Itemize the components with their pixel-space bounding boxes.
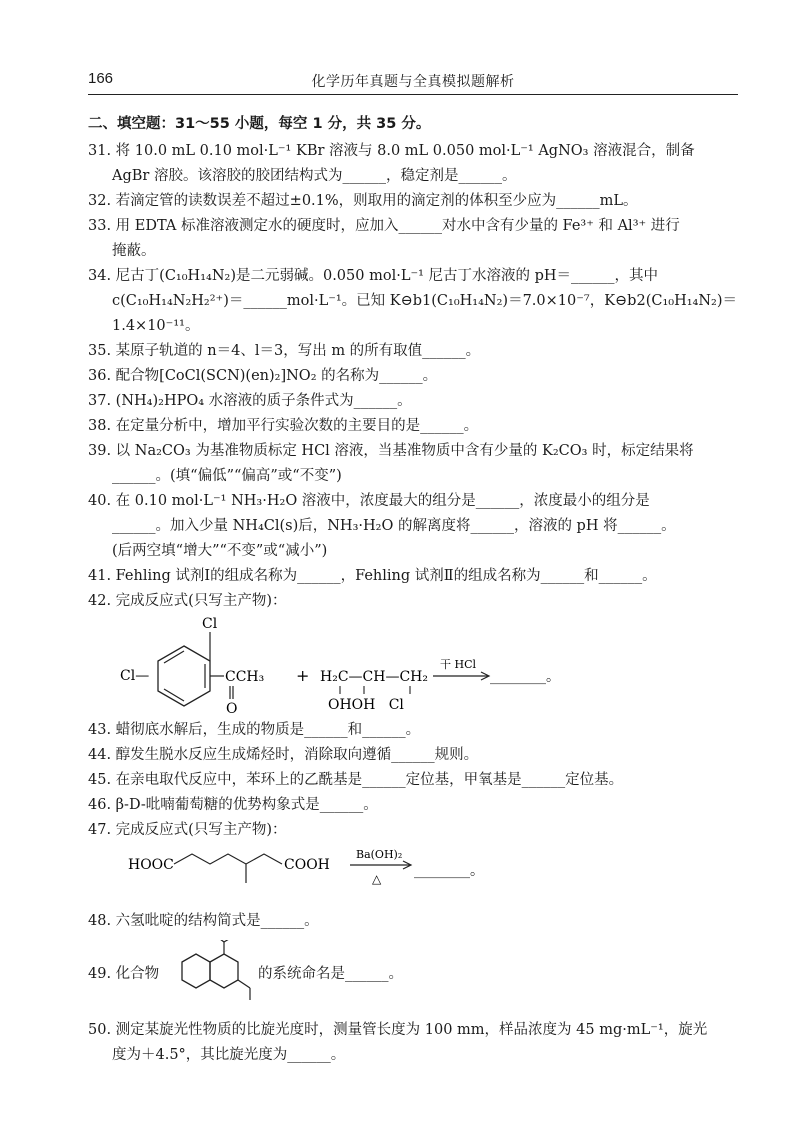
condition-dry-hcl: 干 HCl	[440, 658, 477, 671]
left-carboxyl: HOOC	[128, 857, 174, 873]
reagent-substituents: OHOH Cl	[328, 697, 404, 713]
question-38: 38. 在定量分析中，增加平行实验次数的主要目的是______。	[88, 418, 479, 434]
question-33: 33. 用 EDTA 标准溶液测定水的硬度时，应加入______对水中含有少量的 Fe³⁺ 和 Al³⁺ 进行 掩蔽。	[88, 218, 680, 259]
right-carboxyl: COOH	[284, 857, 330, 873]
question-31: 31. 将 10.0 mL 0.10 mol·L⁻¹ KBr 溶液与 8.0 mL 0.050 mol·L⁻¹ AgNO₃ 溶液混合，制备 AgBr 溶胶。该溶胶的胶团结构式为______，稳定剂是______。	[88, 143, 695, 184]
book-title: 化学历年真题与全真模拟题解析	[311, 74, 515, 90]
product-blank-47: ________。	[414, 863, 484, 879]
question-43: 43. 蜡彻底水解后，生成的物质是______和______。	[88, 722, 421, 738]
q49-suffix: 的系统命名是______。	[258, 966, 403, 982]
page-header	[88, 58, 738, 95]
acyl-group: CCH₃	[225, 669, 265, 685]
carbonyl-oxygen: O	[226, 701, 238, 714]
question-50: 50. 测定某旋光性物质的比旋光度时，测量管长度为 100 mm，样品浓度为 45 mg·mL⁻¹，旋光 度为＋4.5°，其比旋光度为______。	[88, 1022, 708, 1063]
reaction-47-scheme	[88, 843, 743, 899]
question-49	[88, 940, 743, 1004]
question-46: 46. β-D-吡喃葡萄糖的优势构象式是______。	[88, 797, 378, 813]
glycerol-reagent: H₂C—CH—CH₂	[320, 669, 428, 685]
question-39: 39. 以 Na₂CO₃ 为基准物质标定 HCl 溶液，当基准物质中含有少量的 K₂CO₃ 时，标定结果将 ______。(填“偏低”“偏高”或“不变”)	[88, 443, 694, 484]
decalin-structure	[172, 940, 262, 1004]
q49-prefix: 49. 化合物	[88, 966, 160, 982]
question-40: 40. 在 0.10 mol·L⁻¹ NH₃·H₂O 溶液中，浓度最大的组分是______，浓度最小的组分是 ______。加入少量 NH₄Cl(s)后，NH₃·H₂O 的解离度将______，溶液的 pH 将______。 (后两空填“增大”“不变”或“减小”)	[88, 493, 676, 559]
question-48: 48. 六氢吡啶的结构简式是______。	[88, 913, 319, 929]
product-blank: ________。	[490, 669, 560, 685]
page-number: 166	[88, 70, 114, 87]
section-title: 二、填空题：31～55 小题，每空 1 分，共 35 分。	[88, 116, 431, 132]
question-45: 45. 在亲电取代反应中，苯环上的乙酰基是______定位基，甲氧基是______定位基。	[88, 772, 624, 788]
benzene-ring	[158, 646, 210, 706]
question-32: 32. 若滴定管的读数误差不超过±0.1%，则取用的滴定剂的体积至少应为______mL。	[88, 193, 638, 209]
plus-sign: +	[296, 666, 310, 685]
carbon-chain	[174, 854, 282, 864]
question-47: 47. 完成反应式(只写主产物)：	[88, 822, 287, 838]
ring-cl-top: Cl	[202, 616, 218, 632]
ring-cl-left: Cl—	[120, 668, 150, 684]
question-36: 36. 配合物[CoCl(SCN)(en)₂]NO₂ 的名称为______。	[88, 368, 438, 384]
question-35: 35. 某原子轨道的 n＝4、l＝3，写出 m 的所有取值______。	[88, 343, 481, 359]
heat-symbol: △	[372, 872, 382, 886]
page-content	[88, 112, 743, 1068]
question-34: 34. 尼古丁(C₁₀H₁₄N₂)是二元弱碱。0.050 mol·L⁻¹ 尼古丁水溶液的 pH＝______，其中 c(C₁₀H₁₄N₂H₂²⁺)＝______mol·L⁻¹。已知 K⊖b1(C₁₀H₁₄N₂)＝7.0×10⁻⁷，K⊖b2(C₁₀H₁₄N₂)＝ 1.4×10⁻¹¹。	[88, 268, 737, 334]
question-37: 37. (NH₄)₂HPO₄ 水溶液的质子条件式为______。	[88, 393, 412, 409]
reagent-baoh2: Ba(OH)₂	[356, 848, 403, 861]
reaction-42-scheme	[88, 614, 743, 714]
question-44: 44. 醇发生脱水反应生成烯烃时，消除取向遵循______规则。	[88, 747, 479, 763]
question-41: 41. Fehling 试剂Ⅰ的组成名称为______，Fehling 试剂Ⅱ的组成名称为______和______。	[88, 568, 657, 584]
question-42: 42. 完成反应式(只写主产物)：	[88, 593, 287, 609]
